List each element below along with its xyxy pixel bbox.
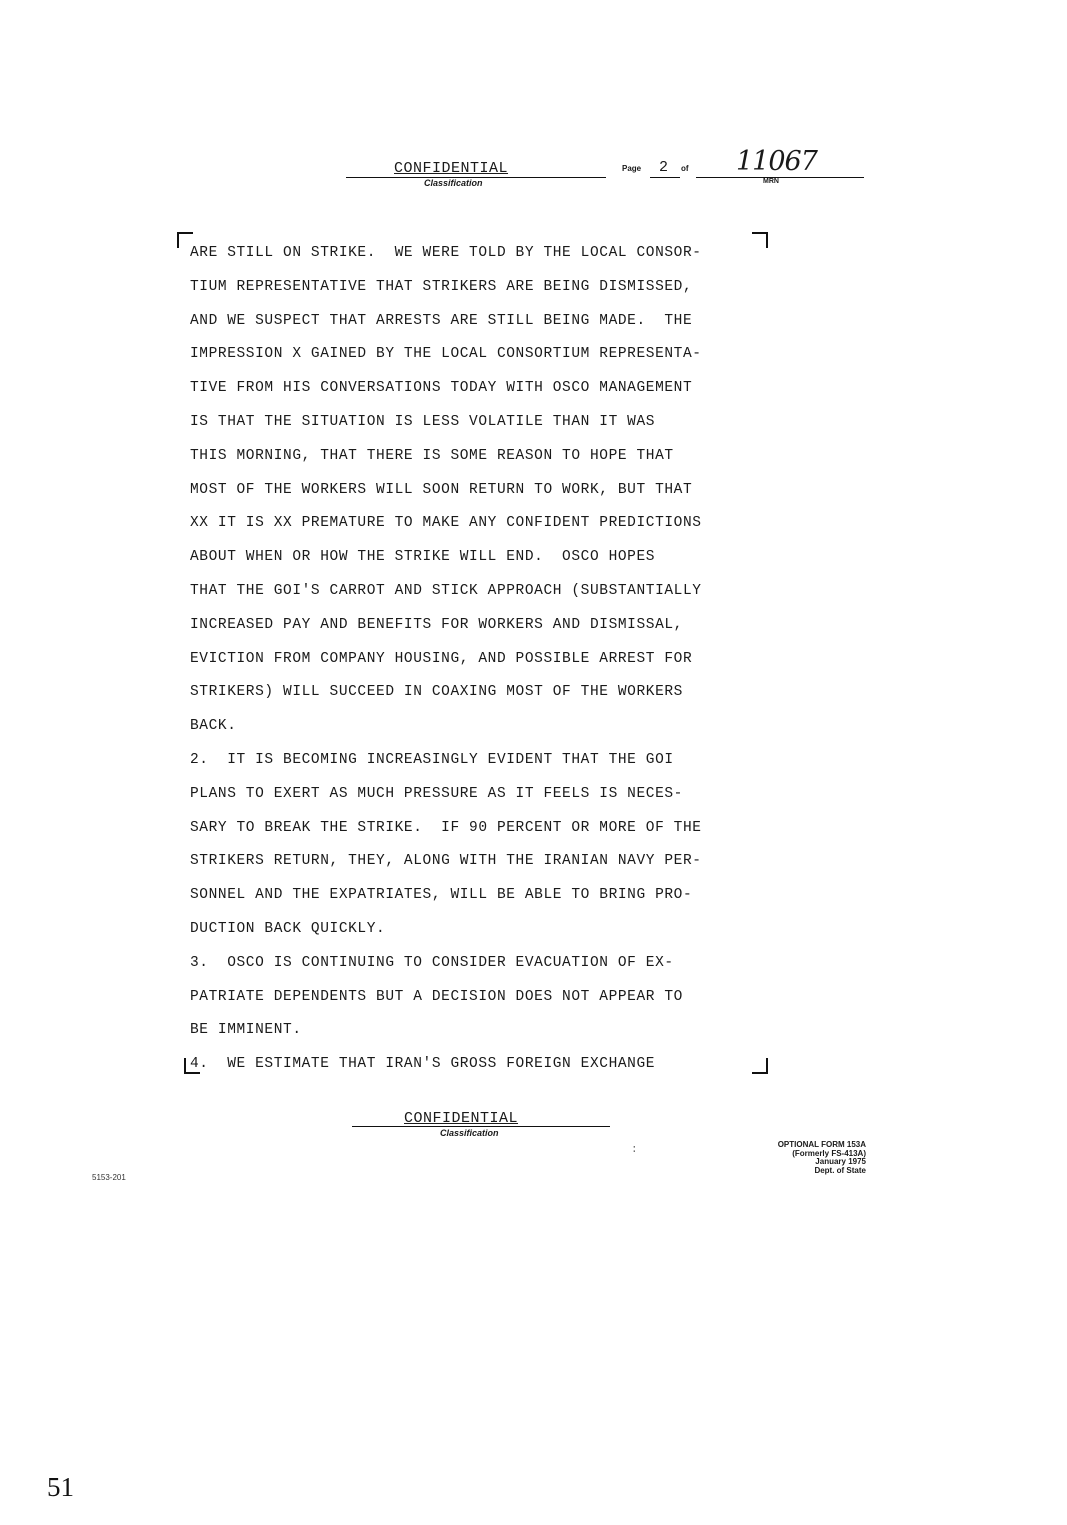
page-number: 51 <box>47 1472 74 1502</box>
body-line: AND WE SUSPECT THAT ARRESTS ARE STILL BEING MADE. THE <box>190 312 693 329</box>
body-line: STRIKERS RETURN, THEY, ALONG WITH THE IRANIAN NAVY PER- <box>190 853 702 870</box>
body-line: TIVE FROM HIS CONVERSATIONS TODAY WITH OSCO MANAGEMENT <box>190 380 693 397</box>
body-line: SARY TO BREAK THE STRIKE. IF 90 PERCENT OR MORE OF THE <box>190 819 702 836</box>
body-line: THAT THE GOI'S CARROT AND STICK APPROACH (SUBSTANTIALLY <box>190 582 702 599</box>
header-page-label: Page <box>622 164 642 173</box>
body-line: SONNEL AND THE EXPATRIATES, WILL BE ABLE TO BRING PRO- <box>190 887 693 904</box>
header-of-label: of <box>681 164 689 173</box>
body-line: XX IT IS XX PREMATURE TO MAKE ANY CONFIDENT PREDICTIONS <box>190 515 702 532</box>
body-line: 2. IT IS BECOMING INCREASINGLY EVIDENT THAT THE GOI <box>190 751 674 768</box>
form-line: January 1975 <box>815 1157 866 1166</box>
header-classification-label: Classification <box>424 178 483 188</box>
body-line: ARE STILL ON STRIKE. WE WERE TOLD BY THE LOCAL CONSOR- <box>190 245 702 261</box>
body-line: DUCTION BACK QUICKLY. <box>190 920 386 937</box>
body-line: PATRIATE DEPENDENTS BUT A DECISION DOES NOT APPEAR TO <box>190 988 683 1005</box>
header-page-number: 2 <box>659 159 669 176</box>
telegram-body <box>190 241 770 1086</box>
body-line: BACK. <box>190 718 237 735</box>
body-line: STRIKERS) WILL SUCCEED IN COAXING MOST OF THE WORKERS <box>190 684 683 701</box>
body-line: PLANS TO EXERT AS MUCH PRESSURE AS IT FEELS IS NECES- <box>190 785 683 802</box>
header-classification: CONFIDENTIAL <box>394 160 509 177</box>
form-code: 5153-201 <box>92 1173 126 1182</box>
header-handwritten-number: 11067 <box>736 146 817 177</box>
header-initials: MRN <box>763 178 779 185</box>
body-line: IMPRESSION X GAINED BY THE LOCAL CONSORTIUM REPRESENTA- <box>190 346 702 363</box>
body-line: INCREASED PAY AND BENEFITS FOR WORKERS AND DISMISSAL, <box>190 616 683 633</box>
footer-classification-label: Classification <box>440 1128 499 1138</box>
body-line: IS THAT THE SITUATION IS LESS VOLATILE THAN IT WAS <box>190 413 656 430</box>
header-rule-right <box>696 177 864 178</box>
body-line: MOST OF THE WORKERS WILL SOON RETURN TO WORK, BUT THAT <box>190 481 693 498</box>
body-line: BE IMMINENT. <box>190 1022 302 1039</box>
form-identifier <box>690 1141 866 1175</box>
body-line: 3. OSCO IS CONTINUING TO CONSIDER EVACUATION OF EX- <box>190 954 674 971</box>
body-line: TIUM REPRESENTATIVE THAT STRIKERS ARE BEING DISMISSED, <box>190 278 693 295</box>
footer-colon-mark: : <box>631 1144 638 1156</box>
body-line: EVICTION FROM COMPANY HOUSING, AND POSSIBLE ARREST FOR <box>190 650 693 667</box>
footer-classification: CONFIDENTIAL <box>404 1110 519 1127</box>
body-line: THIS MORNING, THAT THERE IS SOME REASON TO HOPE THAT <box>190 447 674 464</box>
form-line: (Formerly FS-413A) <box>792 1148 866 1158</box>
form-line: Dept. of State <box>814 1165 866 1175</box>
header-rule-page <box>650 177 680 178</box>
body-line: 4. WE ESTIMATE THAT IRAN'S GROSS FOREIGN EXCHANGE <box>190 1056 656 1073</box>
body-line: ABOUT WHEN OR HOW THE STRIKE WILL END. OSCO HOPES <box>190 549 656 566</box>
form-line: OPTIONAL FORM 153A <box>777 1140 866 1149</box>
